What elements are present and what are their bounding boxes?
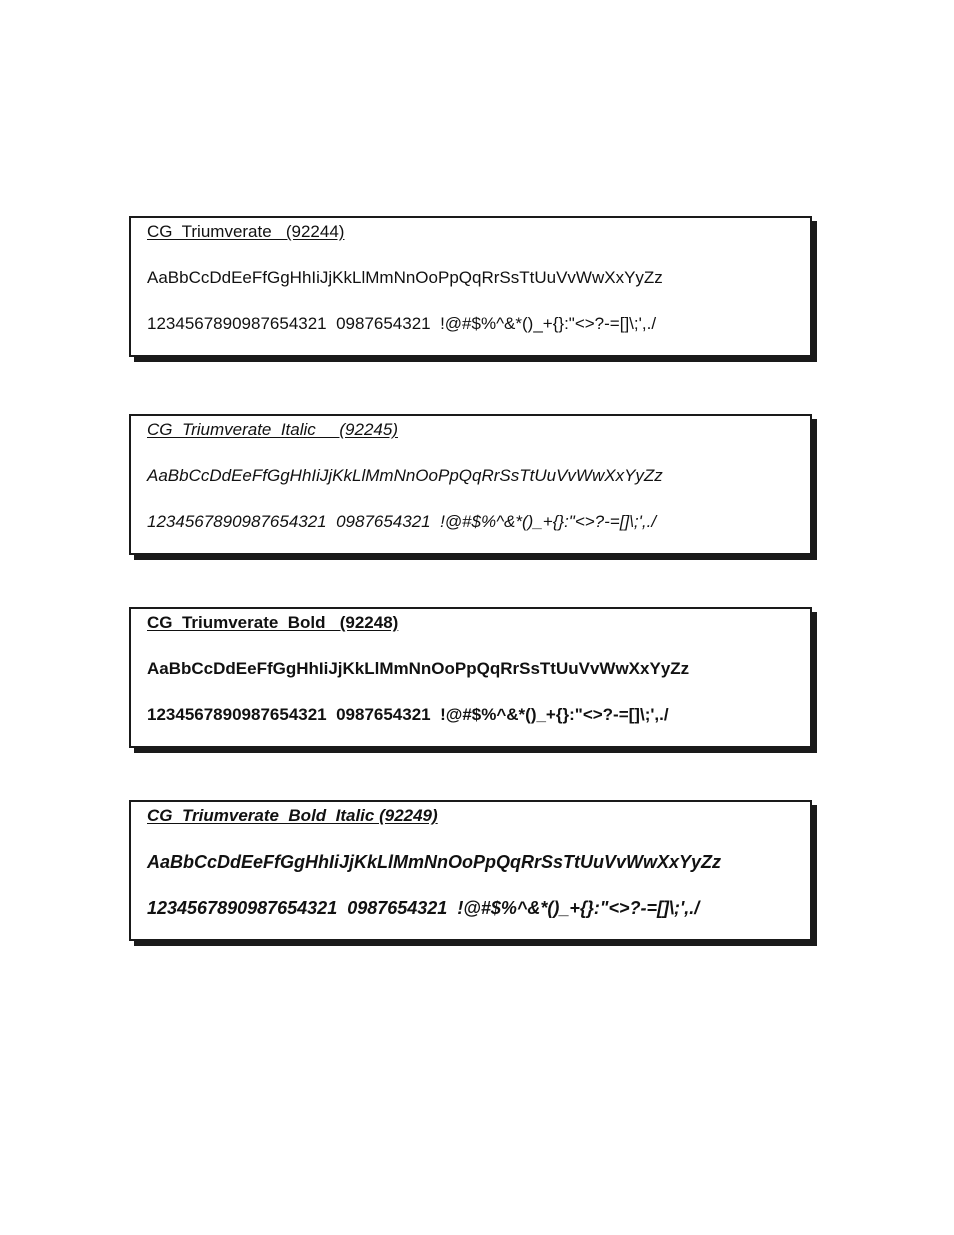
- font-sample-title: CG Triumverate (92244): [147, 222, 345, 241]
- font-sample-alphabet: AaBbCcDdEeFfGgHhIiJjKkLlMmNnOoPpQqRrSsTtUuVvWwXxYyZz: [147, 268, 663, 287]
- font-sample-alphabet: AaBbCcDdEeFfGgHhIiJjKkLlMmNnOoPpQqRrSsTtUuVvWwXxYyZz: [147, 466, 663, 485]
- font-sample-italic: [129, 414, 812, 555]
- font-sample-title: CG Triumverate Bold (92248): [147, 613, 399, 632]
- font-sample-digits: 1234567890987654321 0987654321 !@#$%^&*()_+{}:"<>?-=[]\;',./: [147, 898, 700, 918]
- font-sample-title: CG Triumverate Bold Italic (92249): [147, 806, 438, 825]
- font-sample-bold: [129, 607, 812, 748]
- font-sample-title: CG Triumverate Italic (92245): [147, 420, 398, 439]
- font-sample-digits: 1234567890987654321 0987654321 !@#$%^&*()_+{}:"<>?-=[]\;',./: [147, 512, 657, 531]
- font-sample-digits: 1234567890987654321 0987654321 !@#$%^&*()_+{}:"<>?-=[]\;',./: [147, 314, 657, 333]
- font-sample-bold-italic: [129, 800, 812, 941]
- font-sample-regular: [129, 216, 812, 357]
- font-sample-alphabet: AaBbCcDdEeFfGgHhIiJjKkLlMmNnOoPpQqRrSsTtUuVvWwXxYyZz: [147, 659, 690, 678]
- font-sample-alphabet: AaBbCcDdEeFfGgHhIiJjKkLlMmNnOoPpQqRrSsTtUuVvWwXxYyZz: [147, 852, 722, 872]
- font-sample-digits: 1234567890987654321 0987654321 !@#$%^&*()_+{}:"<>?-=[]\;',./: [147, 705, 669, 724]
